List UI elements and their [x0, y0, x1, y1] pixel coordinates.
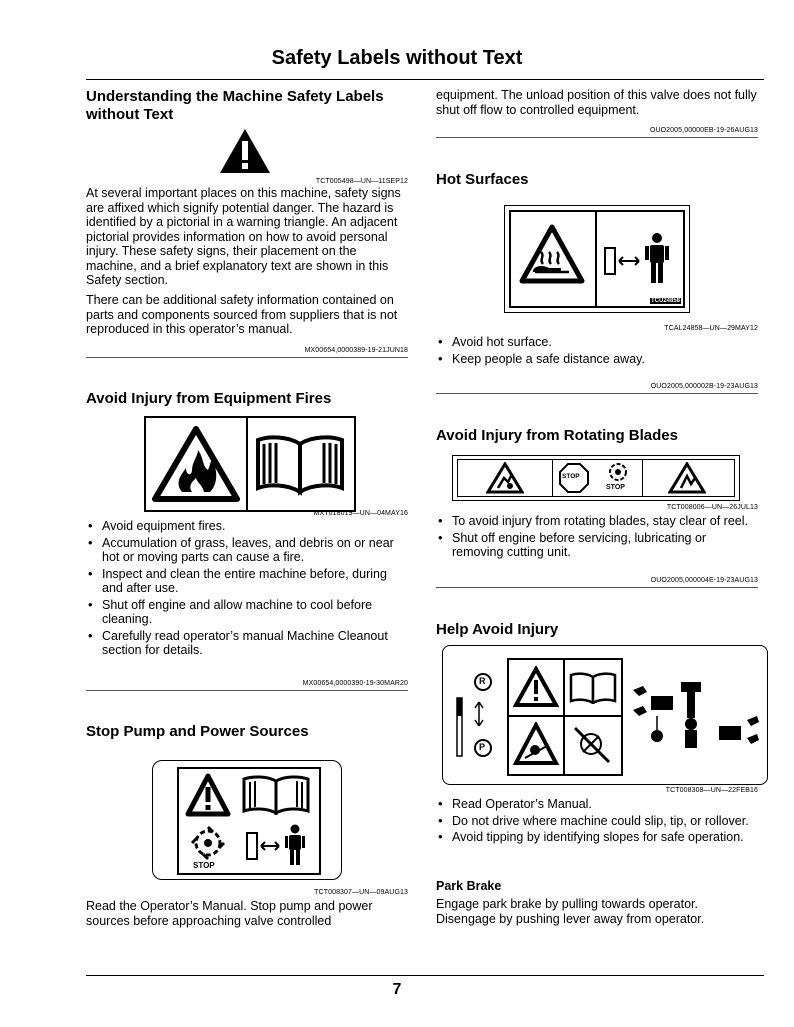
symbol-p: P — [479, 742, 486, 752]
warning-triangle-icon — [185, 773, 231, 817]
blade-hazard-panel-2 — [642, 460, 734, 496]
hot-bullet-list — [436, 335, 758, 368]
warning-triangle-icon — [668, 462, 706, 494]
tipping-machine-icon — [569, 722, 615, 766]
figure-ref: TCAL24858—UN—29MAY12 — [664, 325, 758, 332]
warning-triangle-icon — [486, 462, 524, 494]
pump-label-frame — [177, 767, 321, 875]
manual-book-icon — [241, 775, 311, 815]
person-icon — [245, 823, 311, 867]
doc-ref: OUO2005,00000EB-19-26AUG13 — [649, 127, 758, 134]
stop-text: STOP — [606, 484, 625, 491]
symbol-r: R — [479, 676, 486, 686]
stop-text: STOP — [562, 473, 580, 480]
help-avoid-injury-heading: Help Avoid Injury — [436, 621, 559, 638]
doc-ref: MX00654,0000389-19-21JUN18 — [304, 347, 408, 354]
person-icon — [601, 230, 677, 286]
page-number: 7 — [392, 981, 402, 998]
list-item: • Shut off engine and allow machine to cool before cleaning. — [86, 598, 408, 627]
help-label-frame — [507, 658, 623, 776]
hot-hazard-panel — [511, 212, 597, 306]
fire-icon — [152, 426, 240, 502]
title-rule — [86, 79, 764, 80]
park-brake-paragraph: Engage park brake by pulling towards operator. Disengage by pushing lever away from operator. — [436, 897, 705, 926]
list-item: • Carefully read operator’s manual Machine Cleanout section for details. — [86, 629, 408, 658]
help-bullet-list — [436, 797, 758, 847]
fires-bullet-list — [86, 519, 408, 660]
doc-ref: OUO2005,000002B-19-23AUG13 — [650, 383, 758, 390]
hot-label-frame — [509, 210, 685, 308]
hot-surface-label — [504, 205, 690, 313]
pump-paragraph: Read the Operator’s Manual. Stop pump and power sources before approaching valve controlled — [86, 899, 373, 928]
section-divider — [436, 393, 758, 394]
blade-hazard-panel — [458, 460, 553, 496]
list-item: • Keep people a safe distance away. — [436, 352, 758, 367]
section-divider — [86, 357, 408, 358]
list-item: • To avoid injury from rotating blades, stay clear of reel. — [436, 514, 758, 529]
understanding-paragraph: At several important places on this machine, safety signs are affixed which signify potential danger. The hazard is identified by a pictorial in a warning triangle. An adjacent pictorial provides information on how to avoid personal injury. These safety signs, their placement on the machine, and a brief explanatory text are shown in this Safety section. — [86, 186, 401, 287]
fire-safety-label — [144, 416, 356, 512]
understanding-heading: Understanding the Machine Safety Labels without Text — [86, 88, 384, 123]
fire-hazard-panel — [146, 418, 248, 510]
figure-ref: MXT018019—UN—04MAY16 — [313, 510, 408, 517]
section-divider — [436, 137, 758, 138]
manual-book-icon — [569, 672, 617, 704]
warning-triangle-icon — [218, 127, 272, 175]
warning-triangle-icon — [513, 666, 559, 708]
hot-surface-icon — [519, 224, 585, 284]
list-item: • Avoid equipment fires. — [86, 519, 408, 534]
rotating-blade-icon — [604, 461, 632, 483]
list-item: • Read Operator’s Manual. — [436, 797, 758, 812]
stop-panel — [552, 460, 643, 496]
park-brake-heading: Park Brake — [436, 879, 502, 893]
figure-ref: TCT008006—UN—26JUL13 — [666, 504, 758, 511]
label-code: TCU24858 — [650, 298, 680, 304]
stop-text: STOP — [193, 861, 215, 870]
doc-ref: OUO2005,000004E-19-23AUG13 — [650, 577, 758, 584]
list-item: • Accumulation of grass, leaves, and debris on or near hot or moving parts can cause a fire. — [86, 536, 408, 565]
list-item: • Shut off engine before servicing, lubricating or removing cutting unit. — [436, 531, 758, 560]
doc-ref: MX00654,0000390-19-30MAR20 — [302, 680, 408, 687]
rotating-blades-label — [452, 455, 740, 501]
manual-book-icon — [254, 434, 346, 496]
list-item: • Avoid hot surface. — [436, 335, 758, 350]
blades-heading: Avoid Injury from Rotating Blades — [436, 427, 678, 444]
brake-lever-icon — [629, 680, 761, 756]
list-item: • Inspect and clean the entire machine before, during and after use. — [86, 567, 408, 596]
pump-safety-label — [152, 760, 342, 880]
continued-paragraph: equipment. The unload position of this valve does not fully shut off flow to controlled equipment. — [436, 88, 757, 117]
tipping-machine-icon — [513, 722, 559, 766]
help-avoid-injury-label — [442, 645, 768, 785]
section-divider — [86, 690, 408, 691]
section-divider — [436, 587, 758, 588]
brake-lever-icon — [451, 668, 495, 762]
list-item: • Avoid tipping by identifying slopes for safe operation. — [436, 830, 758, 845]
hot-surfaces-heading: Hot Surfaces — [436, 171, 529, 188]
pump-heading: Stop Pump and Power Sources — [86, 723, 309, 740]
blades-label-frame — [457, 459, 735, 497]
list-item: • Do not drive where machine could slip, tip, or rollover. — [436, 814, 758, 829]
fires-heading: Avoid Injury from Equipment Fires — [86, 390, 332, 407]
label-divider — [509, 715, 621, 717]
rotating-blade-icon — [185, 823, 231, 863]
understanding-paragraph-2: There can be additional safety information contained on parts and components sourced from suppliers that is not reproduced in this operator’s manual. — [86, 293, 398, 336]
blades-bullet-list — [436, 514, 758, 562]
figure-ref: TCT008308—UN—22FEB16 — [665, 787, 758, 794]
footer-rule — [86, 975, 764, 976]
figure-ref: TCT008307—UN—09AUG13 — [314, 889, 408, 896]
figure-ref: TCT005498—UN—11SEP12 — [315, 178, 408, 185]
page-title: Safety Labels without Text — [271, 47, 523, 69]
label-divider — [563, 660, 565, 774]
